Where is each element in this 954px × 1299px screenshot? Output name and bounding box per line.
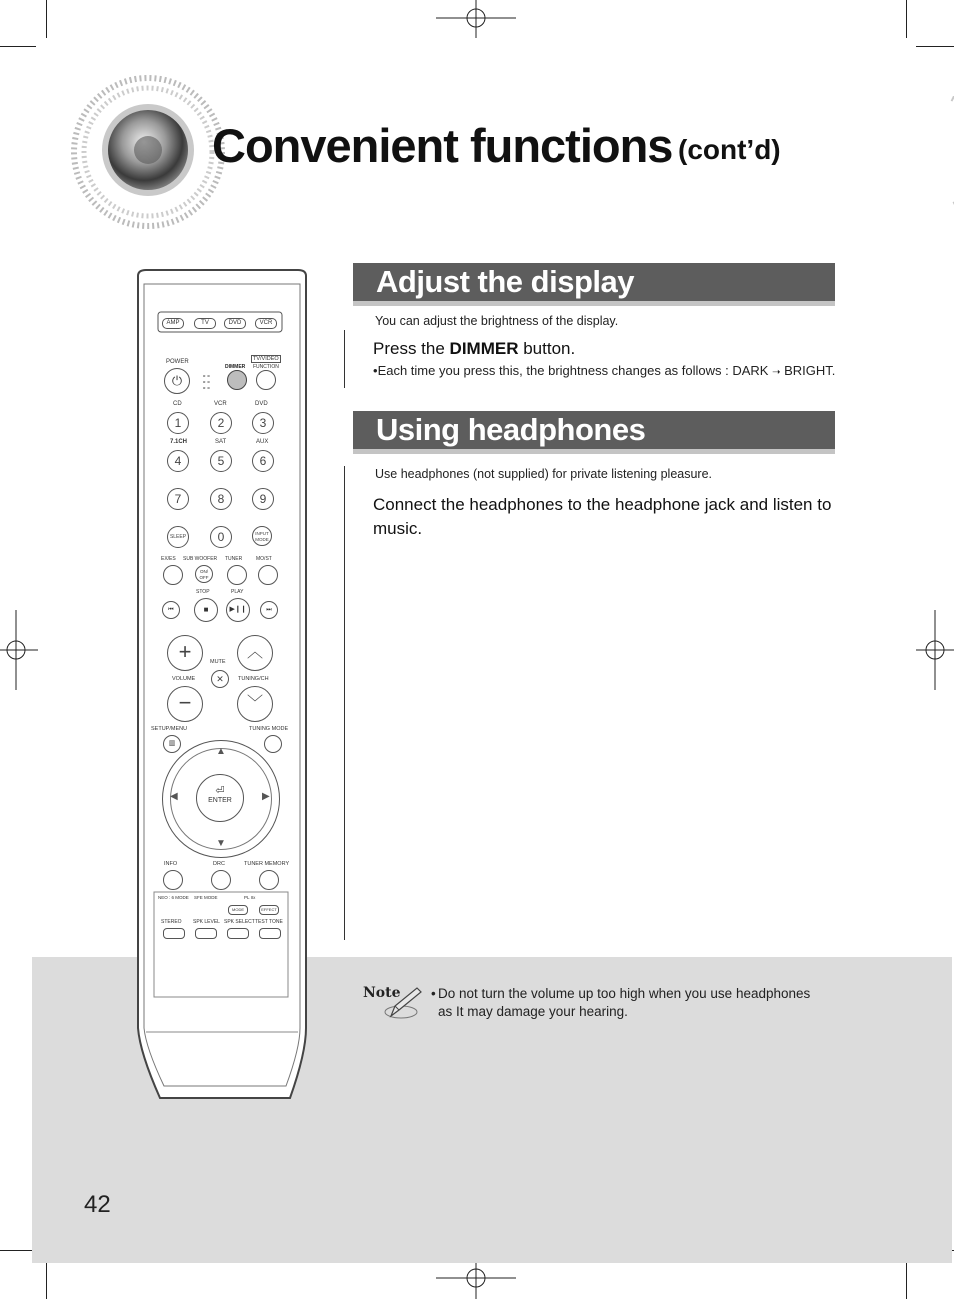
7-1ch-label: 7.1CH bbox=[170, 439, 188, 445]
sat-label: SAT bbox=[215, 439, 227, 445]
subwoofer-on-off-button[interactable] bbox=[195, 565, 213, 583]
digit-button-5[interactable]: 5 bbox=[210, 450, 232, 472]
page-title: Convenient functions bbox=[212, 119, 673, 172]
stop-button[interactable]: ■ bbox=[194, 598, 218, 622]
dimmer-button-label: DIMMER bbox=[225, 364, 246, 370]
digit-button-6[interactable]: 6 bbox=[252, 450, 274, 472]
arrow-left-icon[interactable]: ◀ bbox=[170, 791, 178, 802]
dimmer-label: DIMMER bbox=[449, 339, 519, 358]
vcr-label: VCR bbox=[214, 401, 227, 407]
neo6-mode-label: NEO : 6 MODE bbox=[158, 895, 189, 900]
mode-button-dvd[interactable]: DVD bbox=[224, 318, 246, 329]
stereo-button[interactable] bbox=[163, 928, 185, 939]
stop-label: STOP bbox=[196, 589, 210, 595]
registration-mark-bottom bbox=[436, 1260, 516, 1299]
tuner-memory-label: TUNER MEMORY bbox=[244, 861, 290, 867]
crop-mark bbox=[46, 0, 47, 38]
digit-button-1[interactable]: 1 bbox=[167, 412, 189, 434]
power-button[interactable]: ⏻ bbox=[164, 368, 190, 394]
digit-button-9[interactable]: 9 bbox=[252, 488, 274, 510]
digit-button-8[interactable]: 8 bbox=[210, 488, 232, 510]
tuner-label: TUNER bbox=[225, 556, 243, 562]
spk-select-label: SPK SELECT bbox=[224, 919, 255, 925]
bullet-text: BRIGHT. bbox=[784, 363, 836, 378]
test-tone-button[interactable] bbox=[259, 928, 281, 939]
arrow-right-icon[interactable]: ▶ bbox=[262, 791, 270, 802]
volume-label: VOLUME bbox=[172, 676, 196, 682]
crop-mark bbox=[0, 46, 36, 47]
enter-button[interactable] bbox=[196, 774, 244, 822]
spk-select-button[interactable] bbox=[227, 928, 249, 939]
ex-es-button[interactable] bbox=[163, 565, 183, 585]
tuning-mode-label: TUNING MODE bbox=[249, 726, 289, 732]
volume-up-button[interactable]: + bbox=[167, 635, 203, 671]
mode-button-amp[interactable]: AMP bbox=[162, 318, 184, 329]
stereo-label: STEREO bbox=[161, 919, 182, 925]
sfe-mode-label: SFE MODE bbox=[194, 895, 218, 900]
tuner-memory-button[interactable] bbox=[259, 870, 279, 890]
section-rule bbox=[344, 466, 345, 940]
play-label: PLAY bbox=[231, 589, 244, 595]
spk-level-label: SPK LEVEL bbox=[193, 919, 220, 925]
section-heading-text: Adjust the display bbox=[376, 264, 634, 299]
crop-mark bbox=[916, 46, 954, 47]
pl2x-label: PL IIx bbox=[244, 895, 256, 900]
tv-video-label: TV/VIDEO bbox=[253, 356, 279, 362]
digit-button-0[interactable]: 0 bbox=[210, 526, 232, 548]
play-pause-button[interactable]: ▶❙❙ bbox=[226, 598, 250, 622]
step-text: Press the bbox=[373, 339, 450, 358]
test-tone-label: TEST TONE bbox=[255, 919, 283, 925]
registration-mark-top bbox=[436, 0, 516, 38]
on-off-text: OFF bbox=[199, 575, 209, 580]
tuning-ch-label: TUNING/CH bbox=[238, 676, 269, 682]
step-text: button. bbox=[518, 339, 576, 358]
sub-woofer-label: SUB WOOFER bbox=[183, 556, 218, 562]
digit-button-4[interactable]: 4 bbox=[167, 450, 189, 472]
instruction-step bbox=[373, 339, 575, 359]
note-body: Do not turn the volume up too high when you use headphones as It may damage your hearing. bbox=[438, 986, 811, 1019]
arrow-up-icon[interactable]: ▲ bbox=[216, 746, 226, 757]
dimmer-button[interactable] bbox=[227, 370, 247, 390]
note-text bbox=[431, 985, 821, 1021]
on-off-text: ON/ bbox=[199, 569, 208, 574]
function-button[interactable] bbox=[256, 370, 276, 390]
section-heading-using-headphones bbox=[353, 411, 835, 454]
section-intro: Use headphones (not supplied) for private listening pleasure. bbox=[375, 467, 713, 481]
indicator-dots-icon: ∘∘ ∘∘ ∘∘ bbox=[202, 373, 211, 392]
info-label: INFO bbox=[164, 861, 178, 867]
arrow-right-icon: ➝ bbox=[772, 367, 781, 378]
section-rule bbox=[344, 330, 345, 388]
spk-level-button[interactable] bbox=[195, 928, 217, 939]
drc-label: DRC bbox=[213, 861, 225, 867]
section-heading-text: Using headphones bbox=[376, 412, 646, 447]
channel-up-button[interactable]: ︿ bbox=[237, 635, 273, 671]
mode-button-tv[interactable]: TV bbox=[194, 318, 216, 329]
function-label: FUNCTION bbox=[253, 364, 279, 370]
bullet-dot-icon: • bbox=[373, 363, 378, 378]
arrow-down-icon[interactable]: ▼ bbox=[216, 838, 226, 849]
cd-label: CD bbox=[173, 401, 182, 407]
crop-mark bbox=[46, 1260, 47, 1299]
pencil-icon bbox=[383, 984, 423, 1024]
bullet-text: Each time you press this, the brightness changes as follows : DARK bbox=[377, 363, 769, 378]
page-number: 42 bbox=[84, 1191, 111, 1218]
input-mode-text: MODE bbox=[255, 537, 269, 542]
input-mode-text: INPUT bbox=[255, 531, 269, 536]
channel-down-button[interactable]: ﹀ bbox=[237, 686, 273, 722]
mode-button-vcr[interactable]: VCR bbox=[255, 318, 277, 329]
bullet-item bbox=[373, 363, 835, 378]
speaker-ring-edge-icon bbox=[926, 96, 954, 208]
mo-st-button[interactable] bbox=[258, 565, 278, 585]
volume-down-button[interactable]: − bbox=[167, 686, 203, 722]
tuning-mode-button[interactable] bbox=[264, 735, 282, 753]
registration-mark-right bbox=[916, 610, 954, 690]
skip-forward-icon[interactable]: ⏭ bbox=[260, 601, 278, 619]
sleep-button[interactable]: SLEEP bbox=[167, 526, 189, 548]
skip-back-icon[interactable]: ⏮ bbox=[162, 601, 180, 619]
tuner-button[interactable] bbox=[227, 565, 247, 585]
crop-mark bbox=[0, 1250, 36, 1251]
digit-button-3[interactable]: 3 bbox=[252, 412, 274, 434]
crop-mark bbox=[906, 1260, 907, 1299]
pl2x-effect-button[interactable]: EFFECT bbox=[259, 905, 279, 915]
setup-menu-label: SETUP/MENU bbox=[151, 726, 188, 732]
digit-button-7[interactable]: 7 bbox=[167, 488, 189, 510]
instruction-step: Connect the headphones to the headphone jack and listen to music. bbox=[373, 495, 832, 538]
section-heading-adjust-display bbox=[353, 263, 835, 306]
section-intro: You can adjust the brightness of the display. bbox=[375, 314, 619, 328]
enter-label: ENTER bbox=[208, 797, 232, 804]
remote-controls-layer bbox=[151, 268, 308, 1110]
mute-button[interactable]: ✕ bbox=[211, 670, 229, 688]
power-label: POWER bbox=[166, 359, 189, 365]
note-label: Note bbox=[363, 985, 401, 1001]
dvd-label: DVD bbox=[255, 401, 268, 407]
pl2x-mode-button[interactable]: MODE bbox=[228, 905, 248, 915]
registration-mark-left bbox=[0, 610, 38, 690]
mo-st-label: MO/ST bbox=[256, 556, 272, 562]
info-button[interactable] bbox=[163, 870, 183, 890]
return-icon: ⏎ bbox=[215, 785, 225, 797]
bullet-dot-icon: • bbox=[431, 986, 436, 1001]
mute-label: MUTE bbox=[210, 659, 226, 665]
menu-icon[interactable]: ▥ bbox=[163, 735, 181, 753]
input-mode-button[interactable] bbox=[252, 526, 272, 546]
speaker-graphic-icon bbox=[68, 70, 228, 235]
drc-button[interactable] bbox=[211, 870, 231, 890]
ex-es-label: EX/ES bbox=[161, 556, 176, 562]
page-title-suffix: (cont’d) bbox=[678, 134, 781, 165]
digit-button-2[interactable]: 2 bbox=[210, 412, 232, 434]
crop-mark bbox=[906, 0, 907, 38]
aux-label: AUX bbox=[256, 439, 269, 445]
